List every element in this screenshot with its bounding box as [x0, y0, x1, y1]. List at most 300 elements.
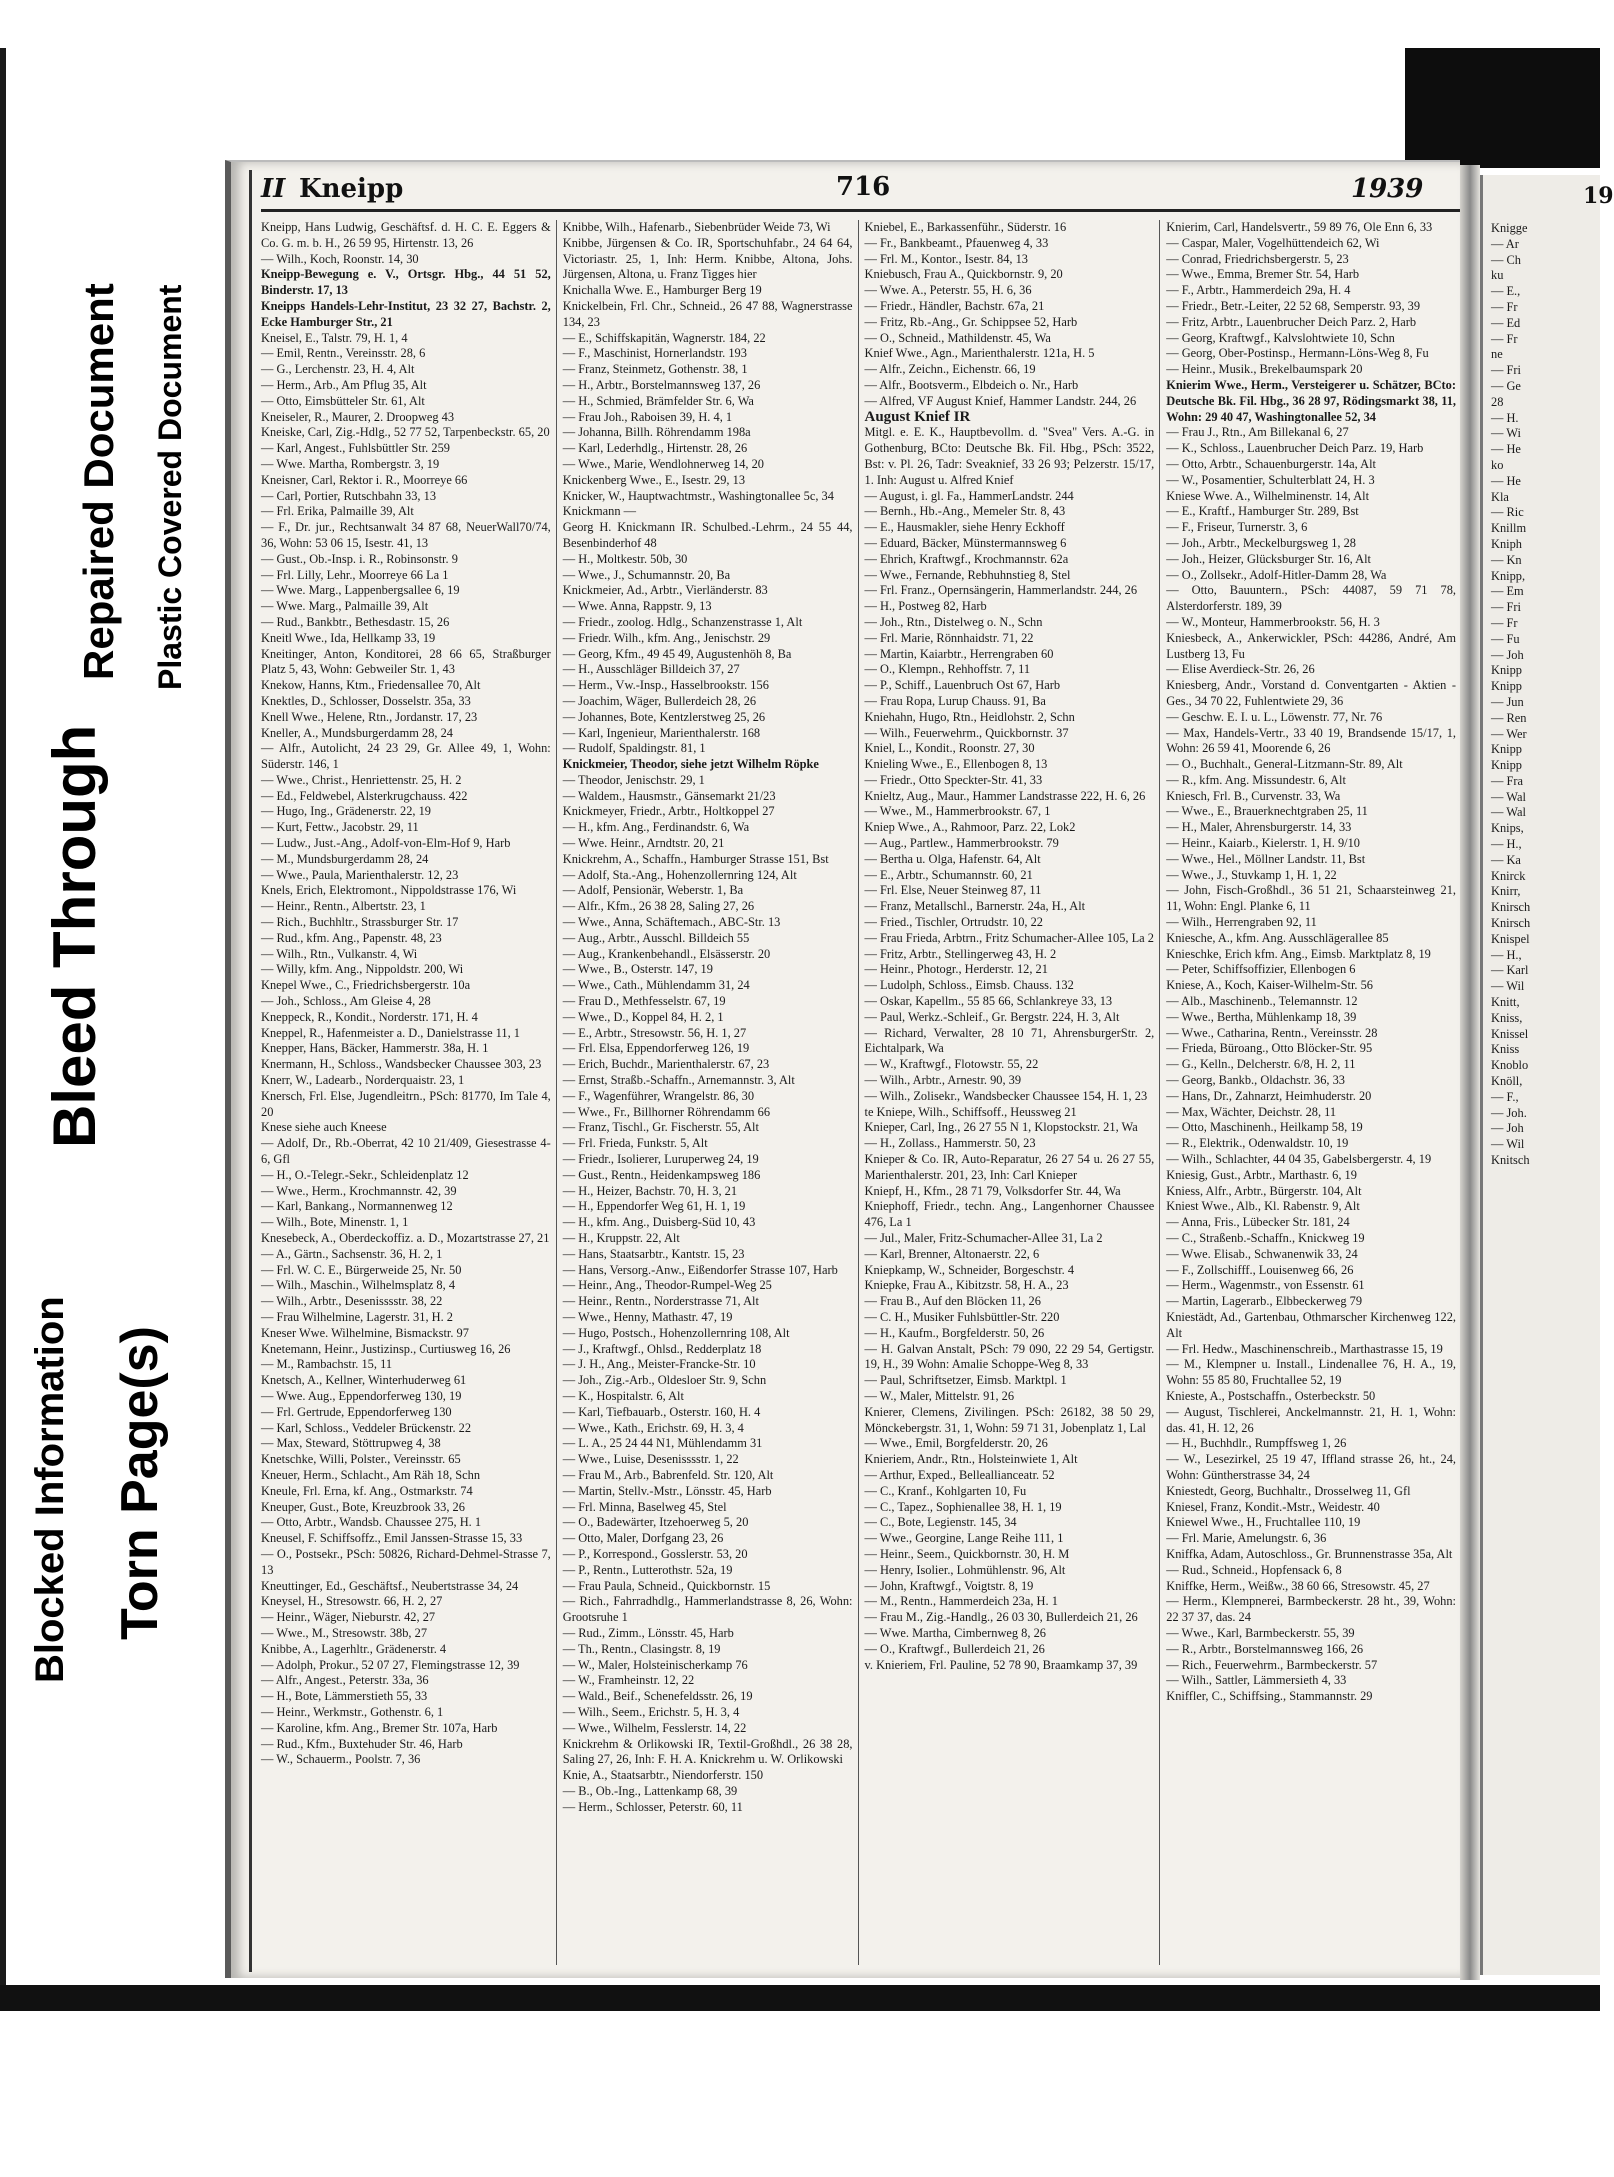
directory-entry: — Wwe., Fr., Billhorner Röhrendamm 66 [562, 1104, 771, 1119]
facing-entry: Kniss [1491, 1042, 1520, 1057]
directory-entry: — Alfr., Kfm., 26 38 28, Saling 27, 26 [562, 899, 755, 914]
facing-entry: — Wi [1491, 426, 1521, 441]
directory-entry: — Heinr., Photogr., Herderstr. 12, 21 [864, 962, 1048, 977]
directory-entry: — Wald., Beif., Schenefeldsstr. 26, 19 [562, 1689, 753, 1704]
directory-entry: — Frl. Elsa, Eppendorferweg 126, 19 [562, 1041, 750, 1056]
directory-entry: — P., Rentn., Lutterothstr. 52a, 19 [562, 1562, 733, 1577]
directory-entry: — Otto, Eimsbütteler Str. 61, Alt [261, 393, 425, 408]
directory-entry: — Max, Steward, Stöttrupweg 4, 38 [261, 1436, 441, 1451]
directory-entry: Kneuer, Herm., Schlacht., Am Räh 18, Schn [261, 1467, 481, 1482]
directory-entry: — Franz, Steinmetz, Gothenstr. 38, 1 [562, 362, 748, 377]
directory-entry: — Ludw., Just.-Ang., Adolf-von-Elm-Hof 9, Harb [261, 836, 511, 851]
directory-entry: — Wwe., B., Osterstr. 147, 19 [562, 962, 713, 977]
directory-entry: — P., Schiff., Lauenbruch Ost 67, Harb [864, 678, 1061, 693]
directory-entry: — Wilh., Arbtr., Arnestr. 90, 39 [864, 1073, 1022, 1088]
directory-entry: — Karl, Brenner, Altonaerstr. 22, 6 [864, 1246, 1040, 1261]
directory-entry: — M., Mundsburgerdamm 28, 24 [261, 851, 429, 866]
directory-entry: — Wwe. Heinr., Arndtstr. 20, 21 [562, 836, 725, 851]
scan-left-edge [0, 48, 6, 1985]
directory-entry: Knierim Wwe., Herm., Versteigerer u. Schätzer, BCto: Deutsche Bk. Fil. Hbg., 36 28 97, Rödingsmarkt 38, 11, Wohn: 29 40 47, Washingtonallee 52, 34 [1166, 377, 1456, 424]
directory-entry: — August, i. gl. Fa., HammerLandstr. 244 [864, 488, 1074, 503]
directory-entry: — Karl, Ingenieur, Marienthalerstr. 168 [562, 725, 761, 740]
directory-entry: Kneiske, Carl, Zig.-Hdlg., 52 77 52, Tarpenbeckstr. 65, 20 [261, 425, 550, 440]
directory-entry: Knese siehe auch Kneese [261, 1120, 387, 1135]
directory-entry: — R., kfm. Ang. Missundestr. 6, Alt [1166, 772, 1346, 787]
directory-entry: — C., Straßenb.-Schaffn., Knickweg 19 [1166, 1231, 1365, 1245]
column-4 [1166, 220, 1461, 1965]
directory-entry: — Willy, kfm. Ang., Nippoldstr. 200, Wi [261, 962, 464, 977]
directory-entry: Kneusel, F. Schiffsoffz., Emil Janssen-Strasse 15, 33 [261, 1531, 523, 1546]
scan-dark-corner [1405, 48, 1600, 168]
directory-entry: — Frau Paula, Schneid., Quickbornstr. 15 [562, 1578, 771, 1593]
directory-entry: — P., Korrespond., Gosslerstr. 53, 20 [562, 1546, 748, 1561]
directory-entry: — Heinr., Rentn., Norderstrasse 71, Alt [562, 1294, 759, 1309]
directory-entry: — Frau M., Arb., Babrenfeld. Str. 120, Alt [562, 1467, 774, 1482]
directory-entry: — Wwe., Catharina, Rentn., Vereinsstr. 28 [1166, 1025, 1378, 1040]
directory-entry: — Wwe., Bertha, Mühlenkamp 18, 39 [1166, 1009, 1357, 1024]
directory-entry: — C., Kranf., Kohlgarten 10, Fu [864, 1483, 1027, 1498]
directory-entry: — Heinr., Musik., Brekelbaumspark 20 [1166, 362, 1363, 377]
directory-entry: — Adolf, Sta.-Ang., Hohenzollernring 124, Alt [562, 867, 797, 882]
directory-entry: — John, Kraftwgf., Voigtstr. 8, 19 [864, 1578, 1034, 1593]
directory-entry: — Wilh., Koch, Roonstr. 14, 30 [261, 251, 419, 266]
facing-entry: Knipp [1491, 663, 1522, 678]
directory-entry: — Frl. Hedw., Maschinenschreib., Marthastrasse 15, 19 [1166, 1341, 1443, 1356]
directory-entry: Kniestädt, Ad., Gartenbau, Othmarscher Kirchenweg 122, Alt [1166, 1309, 1456, 1340]
directory-entry: — Johanna, Billh. Röhrendamm 198a [562, 425, 751, 440]
directory-entry: Kniffka, Adam, Autoschloss., Gr. Brunnenstrasse 35a, Alt [1166, 1546, 1453, 1561]
directory-entry: — Frau D., Methfesselstr. 67, 19 [562, 994, 726, 1009]
directory-entry: — Joh., Arbtr., Meckelburgsweg 1, 28 [1166, 535, 1356, 550]
directory-entry: — Karl, Tiefbauarb., Osterstr. 160, H. 4 [562, 1404, 761, 1419]
column-3 [865, 220, 1161, 1965]
directory-entry: Kniesig, Gust., Arbtr., Marthastr. 6, 19 [1166, 1167, 1357, 1182]
directory-entry: Knerr, W., Ladearb., Norderquaistr. 23, 1 [261, 1073, 465, 1088]
facing-entry: Knipp [1491, 758, 1522, 773]
directory-entry: — Wwe., D., Koppel 84, H. 2, 1 [562, 1009, 724, 1024]
directory-entry: — Wwe. A., Peterstr. 55, H. 6, 36 [864, 283, 1032, 298]
facing-entry: — Fr [1491, 615, 1518, 630]
directory-entry: — Adolf, Pensionär, Weberstr. 1, Ba [562, 883, 744, 898]
directory-entry: — Bertha u. Olga, Hafenstr. 64, Alt [864, 851, 1041, 866]
directory-entry: — J. H., Ang., Meister-Francke-Str. 10 [562, 1357, 756, 1372]
header-word: Kneipp [299, 174, 404, 204]
facing-entry: Knitsch [1491, 1153, 1530, 1168]
directory-entry: — O., Badewärter, Itzehoerweg 5, 20 [562, 1515, 749, 1530]
directory-entry: — Alb., Maschinenb., Telemannstr. 12 [1166, 994, 1358, 1009]
directory-entry: — Otto, Maschinenh., Heilkamp 58, 19 [1166, 1120, 1363, 1135]
directory-entry: — Frau Frieda, Arbtrn., Fritz Schumacher-Allee 105, La 2 [864, 930, 1154, 945]
directory-entry: — K., Hospitalstr. 6, Alt [562, 1388, 684, 1403]
directory-entry: — Aug., Krankenbehandl., Elsässerstr. 20 [562, 946, 771, 961]
facing-entry: Kla [1491, 489, 1509, 504]
directory-entry: — H., Buchhdlr., Rumpffsweg 1, 26 [1166, 1436, 1347, 1451]
directory-entry: — H., Moltkestr. 50b, 30 [562, 551, 688, 566]
directory-entry: — Wwe., Emil, Borgfelderstr. 20, 26 [864, 1436, 1048, 1451]
directory-entry: — Wilh., Arbtr., Desenisssstr. 38, 22 [261, 1294, 443, 1309]
directory-entry: Kneipps Handels-Lehr-Institut, 23 32 27, Bachstr. 2, Ecke Hamburger Str., 21 [261, 298, 551, 329]
directory-entry: — G., Lerchenstr. 23, H. 4, Alt [261, 362, 415, 377]
directory-entry: — Frau Joh., Raboisen 39, H. 4, 1 [562, 409, 733, 424]
directory-entry: — Hans, Versorg.-Anw., Eißendorfer Strasse 107, Harb [562, 1262, 838, 1277]
directory-entry: — Otto, Bauuntern., PSch: 44087, 59 71 78, Alsterdorferstr. 189, 39 [1166, 583, 1456, 614]
directory-entry: Knersch, Frl. Else, Jugendleitrn., PSch: 81770, Im Tale 4, 20 [261, 1088, 551, 1119]
directory-entry: Kniebel, E., Barkassenführ., Süderstr. 16 [864, 220, 1067, 234]
directory-entry: — Gust., Rentn., Heidenkampsweg 186 [562, 1167, 761, 1182]
directory-entry: — Fritz, Arbtr., Lauenbrucher Deich Parz. 2, Harb [1166, 314, 1417, 329]
directory-entry: — Frau J., Rtn., Am Billekanal 6, 27 [1166, 425, 1349, 440]
directory-entry: Kniffke, Herm., Weißw., 38 60 66, Stresowstr. 45, 27 [1166, 1578, 1430, 1593]
directory-entry: — Martin, Lagerarb., Elbbeckerweg 79 [1166, 1294, 1363, 1309]
directory-entry: Knickrehm, A., Schaffn., Hamburger Strasse 151, Bst [562, 851, 829, 866]
directory-entry: — Frau Wilhelmine, Lagerstr. 31, H. 2 [261, 1309, 453, 1324]
directory-entry: — W., Posamentier, Schulterblatt 24, H. 3 [1166, 472, 1375, 487]
directory-entry: — Friedr., Isolierer, Luruperweg 24, 19 [562, 1152, 759, 1167]
directory-entry: — Wwe., M., Stresowstr. 38b, 27 [261, 1625, 428, 1640]
directory-entry: — Wwe. Martha, Cimbernweg 8, 26 [864, 1625, 1046, 1640]
directory-entry: — Friedr. Wilh., kfm. Ang., Jenischstr. 29 [562, 630, 771, 645]
facing-entry: — H., [1491, 837, 1522, 852]
facing-entry: — F., [1491, 1089, 1519, 1104]
directory-entry: — O., Buchhalt., General-Litzmann-Str. 89, Alt [1166, 757, 1403, 772]
directory-entry: — Frl. Minna, Baselweg 45, Stel [562, 1499, 727, 1514]
directory-entry: Kneuttinger, Ed., Geschäftsf., Neubertstrasse 34, 24 [261, 1578, 519, 1593]
directory-entry: — Frl. Marie, Amelungstr. 6, 36 [1166, 1531, 1327, 1546]
directory-entry: — H., Zollass., Hammerstr. 50, 23 [864, 1136, 1036, 1151]
directory-entry: — Frl. Marie, Rönnhaidstr. 71, 22 [864, 630, 1034, 645]
directory-entry: — H., Maler, Ahrensburgerstr. 14, 33 [1166, 820, 1352, 835]
directory-entry: Kniesberg, Andr., Vorstand d. Conventgarten - Aktien - Ges., 34 70 22, Fuhlentwiete 29, 36 [1166, 678, 1456, 708]
facing-entry: Knöll, [1491, 1074, 1523, 1089]
directory-entry: — Erich, Buchdr., Marienthalerstr. 67, 23 [562, 1057, 770, 1072]
directory-entry: Knels, Erich, Elektromont., Nippoldstrasse 176, Wi [261, 883, 517, 898]
directory-entry: August Knief IR [864, 408, 971, 425]
facing-entry: — Karl [1491, 963, 1529, 978]
directory-entry: Kneuper, Gust., Bote, Kreuzbrook 33, 26 [261, 1499, 465, 1514]
directory-entry: — Franz, Metallschl., Barnerstr. 24a, H., Alt [864, 899, 1086, 914]
directory-entry: — Eduard, Bäcker, Münstermannsweg 6 [864, 535, 1067, 550]
directory-entry: — Wilh., Maschin., Wilhelmsplatz 8, 4 [261, 1278, 456, 1293]
directory-entry: — Wwe., Hel., Möllner Landstr. 11, Bst [1166, 851, 1366, 866]
facing-entry: Knirr, [1491, 884, 1521, 899]
directory-entry: — Peter, Schiffsoffizier, Ellenbogen 6 [1166, 962, 1356, 977]
directory-entry: — Wilh., Zolisekr., Wandsbecker Chaussee 154, H. 1, 23 [864, 1088, 1148, 1103]
directory-entry: Kniese Wwe. A., Wilhelminenstr. 14, Alt [1166, 488, 1370, 503]
directory-entry: — Kurt, Fettw., Jacobstr. 29, 11 [261, 820, 419, 835]
directory-entry: — Paul, Schriftsetzer, Eimsb. Marktpl. 1 [864, 1373, 1067, 1388]
directory-entry: — Wwe., Fernande, Rebhuhnstieg 8, Stel [864, 567, 1071, 582]
directory-entry: — Wwe. Elisab., Schwanenwik 33, 24 [1166, 1246, 1358, 1261]
directory-entry: — Joh., Zig.-Arb., Oldesloer Str. 9, Schn [562, 1373, 767, 1388]
directory-entry: — Rudolf, Spaldingstr. 81, 1 [562, 741, 706, 756]
directory-entry: — L. A., 25 24 44 N1, Mühlendamm 31 [562, 1436, 763, 1451]
directory-entry: — E., Hausmakler, siehe Henry Eckhoff [864, 520, 1065, 535]
directory-entry: Kneppeck, R., Kondit., Norderstr. 171, H. 4 [261, 1009, 478, 1024]
directory-entry: — Heinr., Werkmstr., Gothenstr. 6, 1 [261, 1704, 444, 1719]
directory-entry: Knieper & Co. IR, Auto-Reparatur, 26 27 54 u. 26 27 55, Marienthalerstr. 201, 23, Inh: Carl Knieper [864, 1152, 1155, 1182]
column-1 [261, 220, 557, 1965]
directory-entry: — Wwe. Martha, Rombergstr. 3, 19 [261, 456, 440, 471]
directory-entry: — H., Kruppstr. 22, Alt [562, 1231, 680, 1245]
directory-entry: — Gust., Ob.-Insp. i. R., Robinsonstr. 9 [261, 551, 458, 566]
directory-entry: — Heinr., Wäger, Nieburstr. 42, 27 [261, 1610, 436, 1625]
directory-entry: — H. Galvan Anstalt, PSch: 79 090, 22 29 54, Gertigstr. 19, H., 39 Wohn: Amalie Schoppe-Weg 8, 33 [864, 1341, 1155, 1372]
directory-entry: — C. H., Musiker Fuhlsbüttler-Str. 220 [864, 1309, 1060, 1324]
directory-entry: — Frl. Lilly, Lehr., Moorreye 66 La 1 [261, 567, 449, 582]
directory-entry: Kniese, A., Koch, Kaiser-Wilhelm-Str. 56 [1166, 978, 1374, 993]
facing-entry: ne [1491, 347, 1503, 362]
directory-entry: — Rud., kfm. Ang., Papenstr. 48, 23 [261, 930, 442, 945]
directory-entry: — H., O.-Telegr.-Sekr., Schleidenplatz 12 [261, 1167, 469, 1182]
directory-entry: Knickenberg Wwe., E., Isestr. 29, 13 [562, 472, 746, 487]
directory-page [225, 160, 1460, 1978]
directory-entry: v. Knieriem, Frl. Pauline, 52 78 90, Braamkamp 37, 39 [864, 1657, 1138, 1672]
directory-entry: — Heinr., Kaiarb., Kielerstr. 1, H. 9/10 [1166, 836, 1360, 851]
directory-entry: — Frau Ropa, Lurup Chauss. 91, Ba [864, 693, 1046, 708]
directory-entry: Knermann, H., Schloss., Wandsbecker Chaussee 303, 23 [261, 1057, 542, 1072]
directory-entry: Kniffler, C., Schiffsing., Stammannstr. 29 [1166, 1689, 1373, 1704]
directory-entry: Kniel, L., Kondit., Roonstr. 27, 30 [864, 741, 1035, 756]
directory-entry: — Hans, Dr., Zahnarzt, Heimhuderstr. 20 [1166, 1088, 1372, 1103]
directory-entry: — W., Maler, Holsteinischerkamp 76 [562, 1657, 748, 1672]
directory-entry: Knichalla Wwe. E., Hamburger Berg 19 [562, 283, 762, 298]
directory-entry: — Theodor, Jenischstr. 29, 1 [562, 772, 705, 787]
directory-entry: Knetemann, Heinr., Justizinsp., Curtiusweg 16, 26 [261, 1341, 511, 1356]
directory-entry: Knief Wwe., Agn., Marienthalerstr. 121a, H. 5 [864, 346, 1095, 361]
scan-dark-bottom-band [0, 1985, 1600, 2011]
directory-entry: Kniest Wwe., Alb., Kl. Rabenstr. 9, Alt [1166, 1199, 1360, 1214]
directory-entry: — M., Rambachstr. 15, 11 [261, 1357, 393, 1372]
directory-entry: — Conrad, Friedrichsbergerstr. 5, 23 [1166, 251, 1349, 266]
directory-entry: — O., Klempn., Rehhoffstr. 7, 11 [864, 662, 1031, 677]
directory-entry: — W., Lesezirkel, 25 19 47, Iffland strasse 26, ht., 24, Wohn: Güntherstrasse 34, 24 [1166, 1452, 1456, 1482]
facing-entry: — Wil [1491, 979, 1525, 994]
directory-entry: — Emil, Rentn., Vereinsstr. 28, 6 [261, 346, 426, 361]
directory-entry: — H., Arbtr., Borstelmannsweg 137, 26 [562, 377, 761, 392]
directory-entry: — M., Klempner u. Install., Lindenallee 76, H. A., 19, Wohn: 55 85 80, Fruchtallee 52, 19 [1166, 1357, 1456, 1388]
directory-entry: — Wwe., Georgine, Lange Reihe 111, 1 [864, 1531, 1064, 1546]
directory-entry: — Joh., Heizer, Glücksburger Str. 16, Alt [1166, 551, 1371, 566]
directory-entry: — Fritz, Rb.-Ang., Gr. Schippsee 52, Harb [864, 314, 1078, 329]
directory-entry: — Wilh., Feuerwehrm., Quickbornstr. 37 [864, 725, 1069, 740]
directory-entry: — Johannes, Bote, Kentzlerstweg 25, 26 [562, 709, 766, 724]
directory-entry: — Ernst, Straßb.-Schaffn., Arnemannstr. 3, Alt [562, 1073, 795, 1088]
facing-entry: 28 [1491, 394, 1504, 409]
facing-entry: — Joh. [1491, 1105, 1527, 1120]
directory-entry: — J., Kraftwgf., Ohlsd., Redderplatz 18 [562, 1341, 762, 1356]
directory-entry: — Herm., Wagenmstr., von Essenstr. 61 [1166, 1278, 1365, 1293]
directory-entry: — Paul, Werkz.-Schleif., Gr. Bergstr. 224, H. 3, Alt [864, 1009, 1120, 1024]
directory-entry: — H., Bote, Lämmerstieth 55, 33 [261, 1689, 428, 1704]
directory-entry: — R., Elektrik., Odenwaldstr. 10, 19 [1166, 1136, 1349, 1151]
directory-entry: — Rud., Zimm., Lönsstr. 45, Harb [562, 1625, 734, 1640]
directory-entry: — Joh., Rtn., Distelweg o. N., Schn [864, 614, 1043, 629]
page-header [261, 172, 1461, 212]
directory-entry: — Arthur, Exped., Belleallianceatr. 52 [864, 1467, 1055, 1482]
directory-entry: — Herm., Klempnerei, Barmbeckerstr. 28 ht., 39, Wohn: 22 37 37, das. 24 [1166, 1594, 1456, 1625]
directory-entry: Kniepf, H., Kfm., 28 71 79, Volksdorfer Str. 44, Wa [864, 1183, 1121, 1198]
facing-page-header: 19 [1583, 183, 1614, 209]
directory-entry: — O., Zollsekr., Adolf-Hitler-Damm 28, Wa [1166, 567, 1387, 582]
directory-entry: — Aug., Partlew., Hammerbrookstr. 79 [864, 836, 1059, 851]
directory-entry: Kneitinger, Anton, Konditorei, 28 66 65, Straßburger Platz 5, 43, Wohn: Gebweiler Str. 1, 43 [261, 646, 551, 677]
directory-entry: Knepel Wwe., C., Friedrichsbergerstr. 10a [261, 978, 471, 993]
directory-entry: — F., Friseur, Turnerstr. 3, 6 [1166, 520, 1308, 535]
directory-entry: — Georg, Kfm., 49 45 49, Augustenhöh 8, Ba [562, 646, 792, 661]
facing-entry: Kniph [1491, 536, 1522, 551]
directory-entry: — Karl, Bankang., Normannenweg 12 [261, 1199, 453, 1214]
directory-entry: — Friedr., Händler, Bachstr. 67a, 21 [864, 298, 1045, 313]
facing-entry: Knirsch [1491, 916, 1531, 931]
facing-entry: — Ka [1491, 852, 1521, 867]
directory-entry: — Rud., Kfm., Buxtehuder Str. 46, Harb [261, 1736, 463, 1751]
directory-entry: Kniesch, Frl. B., Curvenstr. 33, Wa [1166, 788, 1341, 803]
facing-entry: Knirsch [1491, 900, 1531, 915]
directory-entry: — Fritz, Arbtr., Stellingerweg 43, H. 2 [864, 946, 1057, 961]
directory-entry: Knesebeck, A., Oberdeckoffiz. a. D., Mozartstrasse 27, 21 [261, 1231, 550, 1245]
directory-entry: — Heinr., Seem., Quickbornstr. 30, H. M [864, 1546, 1070, 1561]
facing-page-column [1491, 221, 1603, 1169]
directory-entry: — Heinr., Rentn., Albertstr. 23, 1 [261, 899, 426, 914]
directory-entry: — Adolf, Dr., Rb.-Oberrat, 42 10 21/409, Giesestrasse 4-6, Gfl [261, 1136, 551, 1167]
directory-entry: Knetschke, Willi, Polster., Vereinsstr. 65 [261, 1452, 461, 1467]
facing-entry: — Wal [1491, 805, 1526, 820]
directory-entry: — E., Schiffskapitän, Wagnerstr. 184, 22 [562, 330, 766, 345]
facing-entry: — Ed [1491, 315, 1521, 330]
directory-entry: — Georg, Kraftwgf., Kalvslohtwiete 10, Schn [1166, 330, 1395, 345]
directory-entry: — Franz, Tischl., Gr. Fischerstr. 55, Alt [562, 1120, 759, 1135]
facing-entry: — Ge [1491, 378, 1521, 393]
directory-entry: — F., Wagenführer, Wrangelstr. 86, 30 [562, 1088, 755, 1103]
directory-entry: — Wilh., Seem., Erichstr. 5, H. 3, 4 [562, 1704, 740, 1719]
directory-entry: — Wwe. Aug., Eppendorferweg 130, 19 [261, 1388, 462, 1403]
directory-entry: — Wwe., Kath., Erichstr. 69, H. 3, 4 [562, 1420, 744, 1435]
directory-entry: — Otto, Maler, Dorfgang 23, 26 [562, 1531, 724, 1546]
facing-entry: — Ren [1491, 710, 1527, 725]
directory-entry: — W., Monteur, Hammerbrookstr. 56, H. 3 [1166, 614, 1380, 629]
facing-entry: — Wil [1491, 1137, 1525, 1152]
facing-entry: Knispel [1491, 931, 1530, 946]
facing-page [1480, 175, 1614, 1975]
facing-entry: — Fri [1491, 363, 1521, 378]
directory-entry: Knierer, Clemens, Zivilingen. PSch: 26182, 38 50 29, Mönckebergstr. 31, 1, Wohn: 59 71 31, Jobenplatz 1, Lal [864, 1404, 1155, 1435]
directory-entry: Kniess, Alfr., Arbtr., Bürgerstr. 104, Alt [1166, 1183, 1362, 1198]
directory-entry: — Th., Rentn., Clasingstr. 8, 19 [562, 1641, 721, 1656]
facing-entry: — Wal [1491, 789, 1526, 804]
directory-entry: Knieste, A., Postschaffn., Osterbeckstr. 50 [1166, 1388, 1376, 1403]
directory-entry: — Frl. Erika, Palmaille 39, Alt [261, 504, 414, 519]
directory-entry: Kniep Wwe., A., Rahmoor, Parz. 22, Lok2 [864, 820, 1076, 835]
directory-entry: — H., Schmied, Brämfelder Str. 6, Wa [562, 393, 754, 408]
directory-entry: — W., Schauerm., Poolstr. 7, 36 [261, 1752, 421, 1767]
directory-entry: — F., Zollschifff., Louisenweg 66, 26 [1166, 1262, 1354, 1277]
directory-entry: — Wwe., Emma, Bremer Str. 54, Harb [1166, 267, 1360, 282]
directory-entry: — Geschw. E. I. u. L., Löwenstr. 77, Nr. 76 [1166, 709, 1383, 724]
directory-entry: Knicker, W., Hauptwachtmstr., Washingtonallee 5c, 34 [562, 488, 834, 503]
directory-entry: — Alfr., Angest., Peterstr. 33a, 36 [261, 1673, 429, 1688]
directory-entry: — Frl. M., Kontor., Isestr. 84, 13 [864, 251, 1028, 266]
label-torn-pages: Torn Page(s) [111, 1326, 169, 1640]
directory-entry: — E., Arbtr., Stresowstr. 56, H. 1, 27 [562, 1025, 747, 1040]
directory-entry: — Karl, Angest., Fuhlsbüttler Str. 259 [261, 441, 450, 456]
directory-entry: Kneule, Frl. Erna, kf. Ang., Ostmarkstr. 74 [261, 1483, 473, 1498]
directory-entry: — F., Arbtr., Hammerdeich 29a, H. 4 [1166, 283, 1351, 298]
directory-entry: Knickmann — [562, 504, 637, 519]
directory-entry: — Joachim, Wäger, Bullerdeich 28, 26 [562, 693, 757, 708]
directory-entry: — Ehrich, Kraftwgf., Krochmannstr. 62a [864, 551, 1069, 566]
book-spine [1460, 165, 1480, 1980]
directory-entry: — Joh., Schloss., Am Gleise 4, 28 [261, 994, 431, 1009]
directory-entry: — Wwe., Marie, Wendlohnerweg 14, 20 [562, 456, 764, 471]
directory-entry: Kniewel Wwe., H., Fruchtallee 110, 19 [1166, 1515, 1361, 1530]
directory-entry: — K., Schloss., Lauenbrucher Deich Parz. 19, Harb [1166, 441, 1424, 456]
directory-entry: Kniephoff, Friedr., techn. Ang., Langenhorner Chaussee 476, La 1 [864, 1199, 1155, 1230]
directory-entry: — Rud., Schneid., Hopfensack 6, 8 [1166, 1562, 1342, 1577]
directory-entry: Knieling Wwe., E., Ellenbogen 8, 13 [864, 757, 1048, 772]
directory-entry: — H., kfm. Ang., Ferdinandstr. 6, Wa [562, 820, 750, 835]
directory-entry: — Wilh., Schlachter, 44 04 35, Gabelsbergerstr. 4, 19 [1166, 1152, 1432, 1167]
facing-entry: — H., [1491, 947, 1522, 962]
directory-entry: Kneller, A., Mundsburgerdamm 28, 24 [261, 725, 453, 740]
directory-entry: — Wwe., J., Schumannstr. 20, Ba [562, 567, 731, 582]
directory-entry: — Wwe. Marg., Lappenbergsallee 6, 19 [261, 583, 460, 598]
facing-entry: — Joh [1491, 647, 1524, 662]
directory-entry: Kniesel, Franz, Kondit.-Mstr., Weidestr. 40 [1166, 1499, 1380, 1514]
directory-entry: — Wwe., Henny, Mathastr. 47, 19 [562, 1309, 733, 1324]
header-year: 1939 [1351, 174, 1424, 204]
directory-entry: — Wwe., Wilhelm, Fesslerstr. 14, 22 [562, 1720, 747, 1735]
directory-entry: — Wilh., Bote, Minenstr. 1, 1 [261, 1215, 409, 1230]
directory-entry: — H., Kaufm., Borgfelderstr. 50, 26 [864, 1325, 1045, 1340]
directory-entry: — Herm., Vw.-Insp., Hasselbrookstr. 156 [562, 678, 769, 693]
directory-entry: — Wwe., Karl, Barmbeckerstr. 55, 39 [1166, 1625, 1355, 1640]
directory-entry: — John, Fisch-Großhdl., 36 51 21, Schaarsteinweg 21, 11, Wohn: Engl. Planke 6, 11 [1166, 883, 1456, 914]
directory-entry: te Kniepe, Wilh., Schiffsoff., Heussweg 21 [864, 1104, 1077, 1119]
facing-entry: — He [1491, 442, 1521, 457]
directory-entry: — Frl. Gertrude, Eppendorferweg 130 [261, 1404, 452, 1419]
facing-entry: Knillm [1491, 521, 1527, 536]
directory-entry: Knibbe, Jürgensen & Co. IR, Sportschuhfabr., 24 64 64, Victoriastr. 25, 1, Inh: Herm. Knibbe, Altona, Johs. Jürgensen, Altona, u. Franz Tigges hier [562, 235, 853, 282]
directory-entry: — Richard, Verwalter, 28 10 71, AhrensburgerStr. 2, Eichtalpark, Wa [864, 1025, 1155, 1056]
directory-entry: — Friedr., Betr.-Leiter, 22 52 68, Semperstr. 93, 39 [1166, 298, 1421, 313]
directory-entry: — Wwe., Paula, Marienthalerstr. 12, 23 [261, 867, 459, 882]
directory-entry: — Rich., Buchhltr., Strassburger Str. 17 [261, 915, 459, 930]
directory-entry: Knickelbein, Frl. Chr., Schneid., 26 47 88, Wagnerstrasse 134, 23 [562, 298, 853, 329]
directory-entry: Knekow, Hanns, Ktm., Friedensallee 70, Alt [261, 678, 481, 693]
directory-entry: — Wwe., M., Hammerbrookstr. 67, 1 [864, 804, 1051, 819]
directory-entry: — Wwe., Herm., Krochmannstr. 42, 39 [261, 1183, 457, 1198]
directory-entry: — August, Tischlerei, Anckelmannstr. 21, H. 1, Wohn: das. 41, H. 12, 26 [1166, 1404, 1456, 1435]
facing-entry: Knipp [1491, 742, 1522, 757]
facing-entry: Knipp [1491, 679, 1522, 694]
label-bleed-through: Bleed Through [41, 724, 108, 1148]
directory-entry: — Frau M., Zig.-Handlg., 26 03 30, Bullerdeich 21, 26 [864, 1610, 1138, 1625]
directory-entry: Knetsch, A., Kellner, Winterhuderweg 61 [261, 1373, 467, 1388]
facing-entry: — Em [1491, 584, 1524, 599]
directory-entry: — Georg, Ober-Postinsp., Hermann-Löns-Weg 8, Fu [1166, 346, 1429, 361]
facing-entry: — Wer [1491, 726, 1527, 741]
label-repaired-document: Repaired Document [75, 283, 122, 680]
directory-entry: — Frieda, Büroang., Otto Blöcker-Str. 95 [1166, 1041, 1373, 1056]
directory-entry: — W., Framheinstr. 12, 22 [562, 1673, 695, 1688]
facing-entry: Knigge [1491, 221, 1528, 235]
directory-entry: — O., Postsekr., PSch: 50826, Richard-Dehmel-Strasse 7, 13 [261, 1546, 551, 1577]
directory-entry: Kneipp-Bewegung e. V., Ortsgr. Hbg., 44 51 52, Binderstr. 17, 13 [261, 267, 551, 298]
directory-entry: Knie, A., Staatsarbtr., Niendorferstr. 150 [562, 1768, 764, 1783]
facing-entry: Knitt, [1491, 995, 1520, 1010]
facing-entry: Knips, [1491, 821, 1524, 836]
directory-entry: — Ed., Feldwebel, Alsterkrugchauss. 422 [261, 788, 468, 803]
